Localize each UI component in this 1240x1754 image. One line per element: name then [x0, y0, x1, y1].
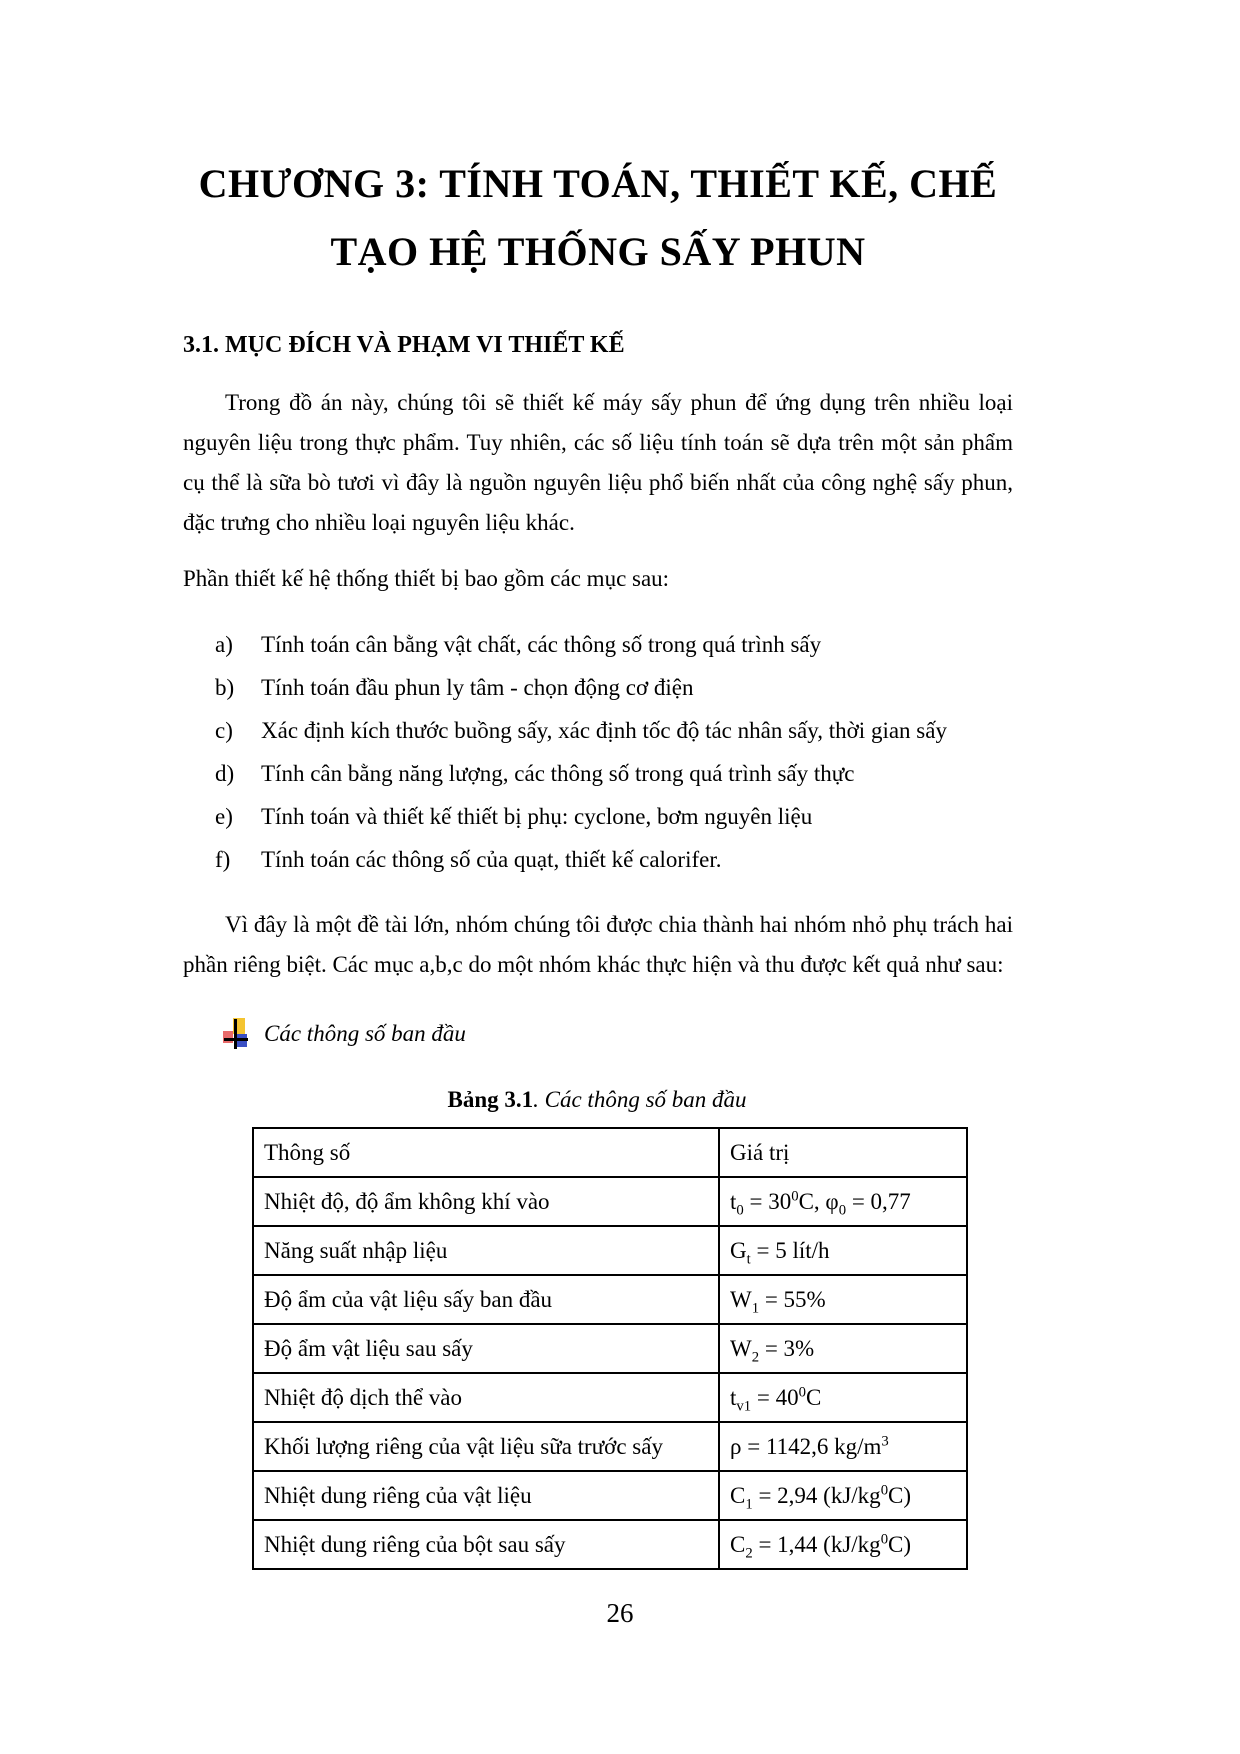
parameters-table-section [252, 1087, 942, 1570]
paragraph-intro: Trong đồ án này, chúng tôi sẽ thiết kế máy sấy phun để ứng dụng trên nhiều loại nguyên liệu trong thực phẩm. Tuy nhiên, các số liệu tính toán sẽ dựa trên một sản phẩm cụ thể là sữa bò tươi vì đây là nguồn nguyên liệu phổ biến nhất của công nghệ sấy phun, đặc trưng cho nhiều loại nguyên liệu khác. [183, 390, 1013, 535]
colored-anchor-bullet-icon [223, 1018, 250, 1050]
list-item-label: c) [215, 718, 233, 743]
table-cell-value: $W_1 = 55\%$ [719, 1275, 967, 1324]
list-item-text: Tính cân bằng năng lượng, các thông số trong quá trình sấy thực [261, 761, 855, 786]
list-item [215, 752, 1013, 795]
list-item-text: Tính toán cân bằng vật chất, các thông số trong quá trình sấy [261, 632, 822, 657]
table-cell-value: $G_t = 5$ lít/h [719, 1226, 967, 1275]
table-caption-number: Bảng 3.1 [447, 1087, 534, 1112]
table-row [253, 1373, 967, 1422]
table-cell-parameter: Nhiệt dung riêng của vật liệu [253, 1471, 719, 1520]
table-cell-value: $t_{v1} = 40^0C$ [719, 1373, 967, 1422]
table-header-row [253, 1128, 967, 1177]
table-row [253, 1520, 967, 1569]
list-item-text: Tính toán đầu phun ly tâm - chọn động cơ điện [261, 675, 694, 700]
table-cell-parameter: Độ ẩm vật liệu sau sấy [253, 1324, 719, 1373]
table-caption-title: . Các thông số ban đầu [533, 1087, 747, 1112]
table-cell-parameter: Nhiệt độ, độ ẩm không khí vào [253, 1177, 719, 1226]
list-item-label: d) [215, 761, 235, 786]
list-item [215, 666, 1013, 709]
list-item [215, 795, 1013, 838]
paragraph-teams: Vì đây là một đề tài lớn, nhóm chúng tôi được chia thành hai nhóm nhỏ phụ trách hai phần riêng biệt. Các mục a,b,c do một nhóm khác thực hiện và thu được kết quả như sau: [183, 912, 1013, 977]
list-item-label: a) [215, 632, 233, 657]
list-item-text: Tính toán các thông số của quạt, thiết kế calorifer. [261, 847, 722, 872]
table-row [253, 1471, 967, 1520]
table-cell-parameter: Độ ẩm của vật liệu sấy ban đầu [253, 1275, 719, 1324]
list-item-text: Tính toán và thiết kế thiết bị phụ: cyclone, bơm nguyên liệu [261, 804, 813, 829]
table-cell-value: ρ = 1142,6 $kg/m^3$ [719, 1422, 967, 1471]
table-row [253, 1275, 967, 1324]
table-row [253, 1422, 967, 1471]
design-scope-list [215, 623, 1013, 881]
paragraph-list-intro: Phần thiết kế hệ thống thiết bị bao gồm các mục sau: [183, 566, 670, 591]
table-cell-value: $t_0 = 30^0C$, $\varphi_0 = 0,77$ [719, 1177, 967, 1226]
table-header-value: Giá trị [719, 1128, 967, 1177]
table-header-parameter: Thông số [253, 1128, 719, 1177]
section-heading: 3.1. MỤC ĐÍCH VÀ PHẠM VI THIẾT KẾ [183, 332, 625, 358]
list-item [215, 838, 1013, 881]
list-item-label: f) [215, 847, 231, 872]
table-cell-value: $C_1 = 2,94$ $(kJ/kg^0C)$ [719, 1471, 967, 1520]
table-cell-parameter: Nhiệt dung riêng của bột sau sấy [253, 1520, 719, 1569]
title-line-2: TẠO HỆ THỐNG SẤY PHUN [330, 229, 866, 274]
table-cell-parameter: Năng suất nhập liệu [253, 1226, 719, 1275]
title-line-1: CHƯƠNG 3: TÍNH TOÁN, THIẾT KẾ, CHẾ [198, 161, 998, 206]
list-item-label: e) [215, 804, 233, 829]
table-cell-value: $C_2 = 1,44$ $(kJ/kg^0C)$ [719, 1520, 967, 1569]
page-title [183, 150, 1013, 286]
table-cell-parameter: Nhiệt độ dịch thể vào [253, 1373, 719, 1422]
parameters-table [252, 1127, 968, 1570]
list-item-label: b) [215, 675, 235, 700]
table-row [253, 1177, 967, 1226]
list-item [215, 623, 1013, 666]
bullet-line [223, 1013, 1013, 1055]
table-caption [252, 1087, 942, 1113]
page-number: 26 [606, 1598, 634, 1628]
list-item [215, 709, 1013, 752]
table-cell-parameter: Khối lượng riêng của vật liệu sữa trước sấy [253, 1422, 719, 1471]
table-row [253, 1226, 967, 1275]
table-row [253, 1324, 967, 1373]
table-cell-value: $W_2 = 3\%$ [719, 1324, 967, 1373]
bullet-item-text: Các thông số ban đầu [264, 1021, 466, 1046]
list-item-text: Xác định kích thước buồng sấy, xác định tốc độ tác nhân sấy, thời gian sấy [261, 718, 947, 743]
